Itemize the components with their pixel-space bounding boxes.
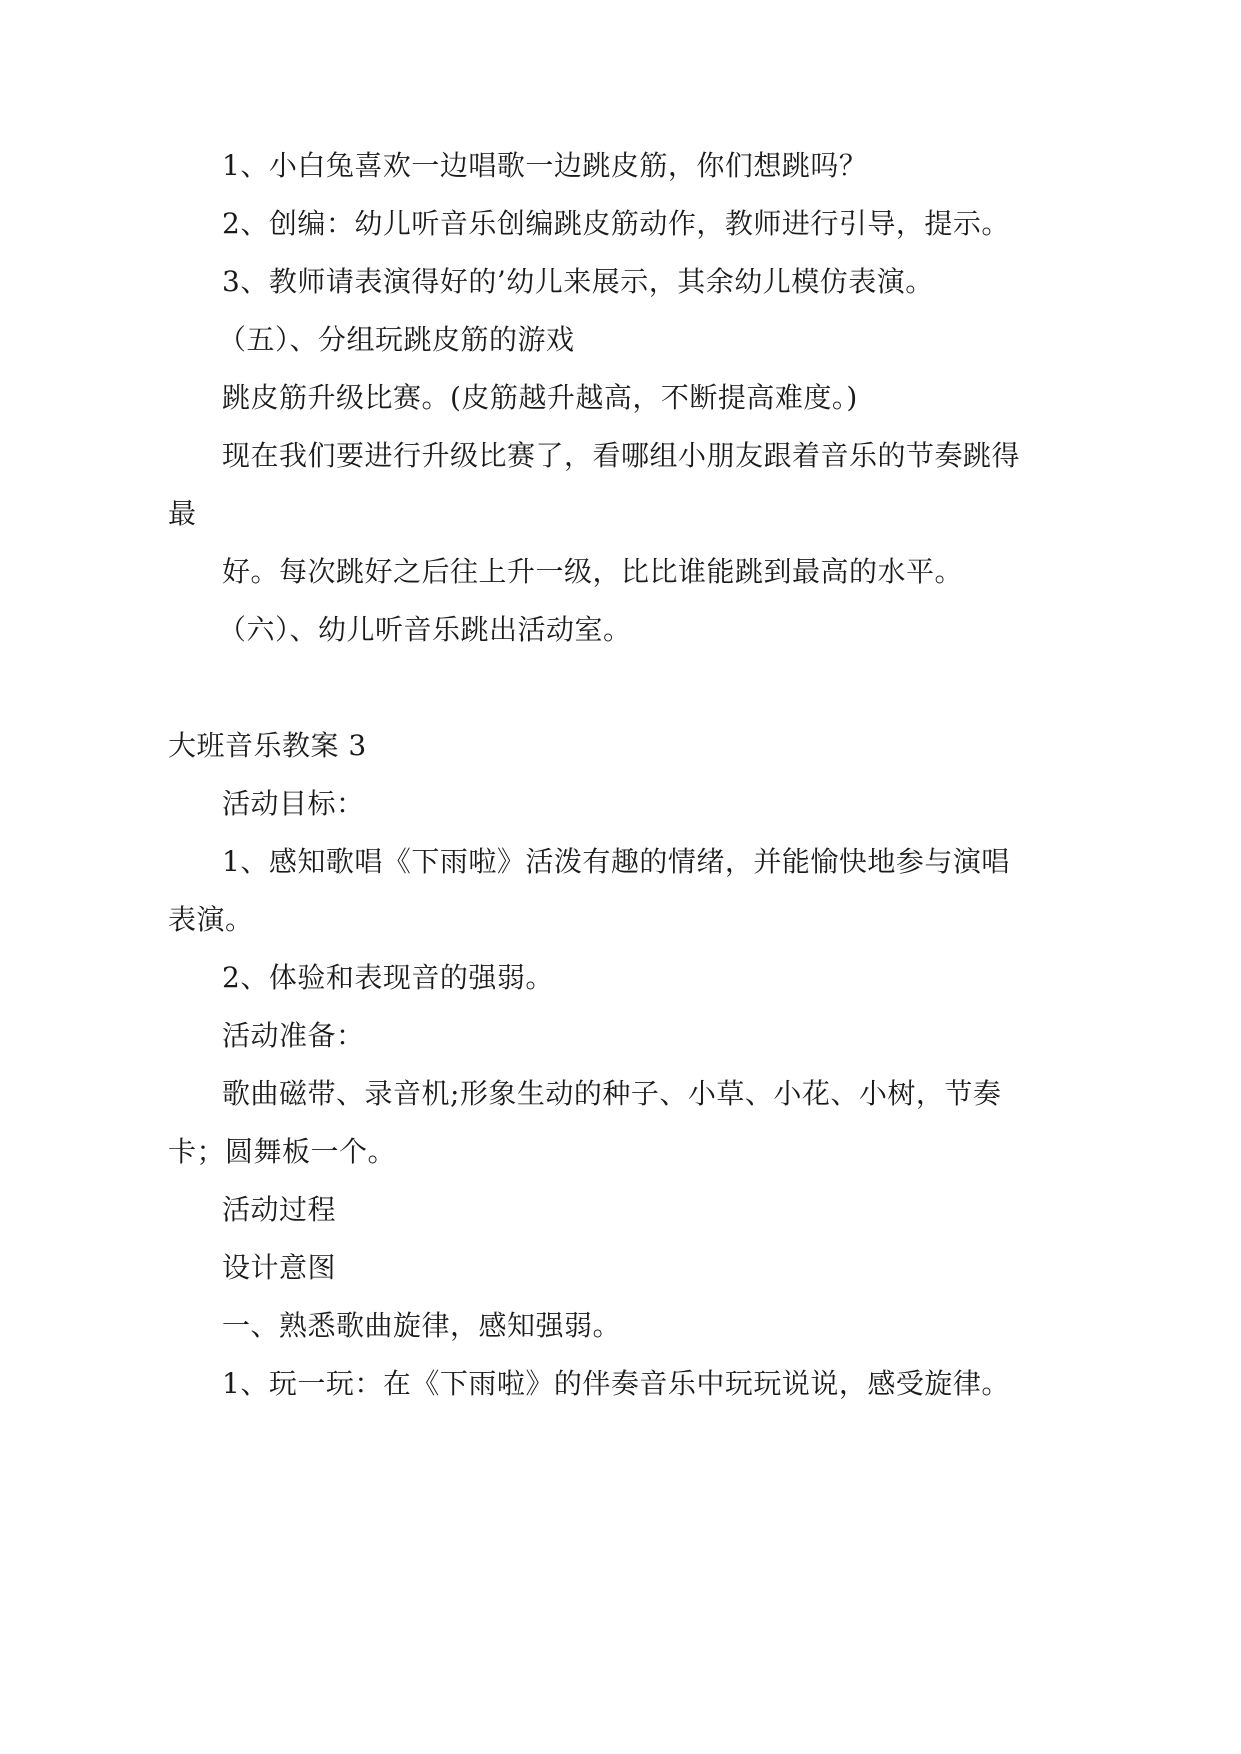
game-description: 跳皮筋升级比赛。(皮筋越升越高，不断提高难度。) [222, 381, 858, 414]
design-label: 设计意图 [222, 1251, 337, 1284]
game-intro-line-1: 现在我们要进行升级比赛了，看哪组小朋友跟着音乐的节奏跳得 [222, 439, 1021, 472]
step-2: 2、创编：幼儿听音乐创编跳皮筋动作，教师进行引导，提示。 [222, 207, 1010, 240]
part-1-step-1: 1、玩一玩：在《下雨啦》的伴奏音乐中玩玩说说，感受旋律。 [222, 1367, 1010, 1400]
prep-label: 活动准备： [222, 1019, 365, 1052]
prep-line-1: 歌曲磁带、录音机;形象生动的种子、小草、小花、小树，节奏 [222, 1077, 1002, 1110]
game-intro-line-2: 最 [168, 497, 197, 530]
step-1: 1、小白兔喜欢一边唱歌一边跳皮筋，你们想跳吗？ [222, 149, 868, 182]
goal-1-line-2: 表演。 [168, 903, 254, 936]
lesson-title: 大班音乐教案 3 [168, 729, 367, 762]
part-1-heading: 一、熟悉歌曲旋律，感知强弱。 [222, 1309, 622, 1342]
process-label: 活动过程 [222, 1193, 337, 1226]
game-intro-line-3: 好。每次跳好之后往上升一级，比比谁能跳到最高的水平。 [222, 555, 964, 588]
heading-6: （六）、幼儿听音乐跳出活动室。 [218, 613, 632, 646]
goal-label: 活动目标： [222, 787, 365, 820]
goal-1-line-1: 1、感知歌唱《下雨啦》活泼有趣的情绪，并能愉快地参与演唱 [222, 845, 1010, 878]
heading-5: （五）、分组玩跳皮筋的游戏 [218, 323, 575, 356]
step-3: 3、教师请表演得好的’幼儿来展示，其余幼儿模仿表演。 [222, 265, 934, 298]
prep-line-2: 卡；圆舞板一个。 [168, 1135, 397, 1168]
goal-2: 2、体验和表现音的强弱。 [222, 961, 554, 994]
